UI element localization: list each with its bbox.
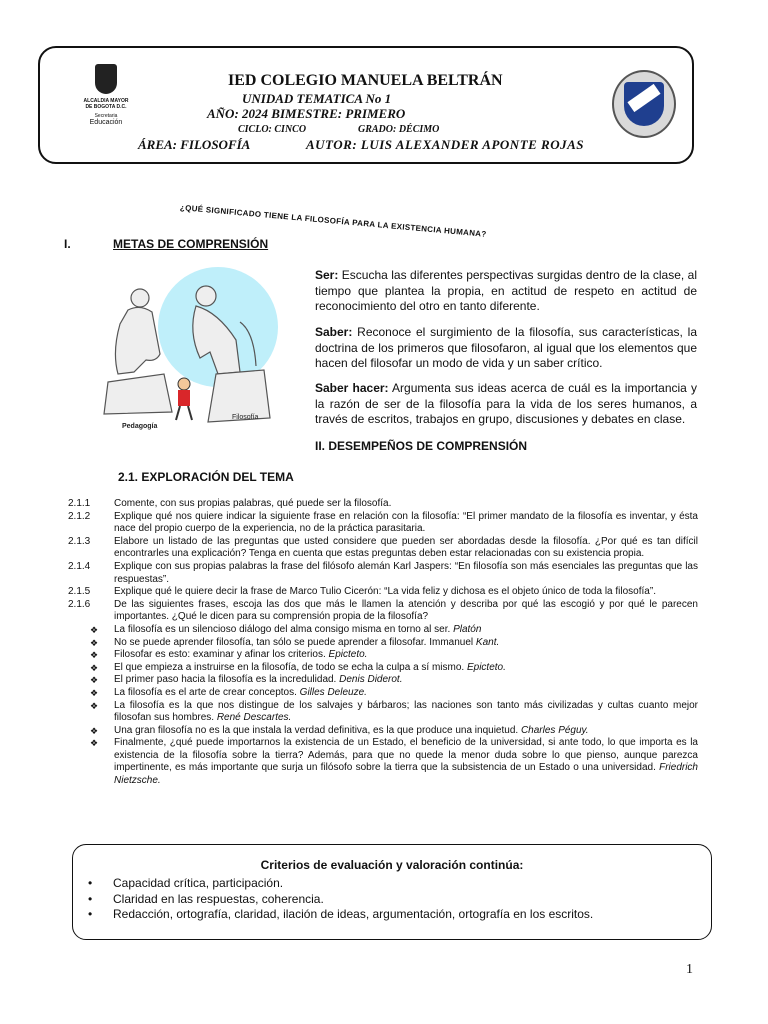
grade-label: GRADO: DÉCIMO: [358, 124, 440, 135]
meta-saber-hacer-text: Argumenta sus ideas acerca de cuál es la importancia y la razón de ser de la filosofía para la vida de los seres humanos, a través de escritos, trabajos en grupo, discusiones y debates en clase.: [315, 381, 698, 426]
meta-saber-hacer-label: Saber hacer:: [315, 381, 389, 395]
criteria-item: [88, 892, 593, 908]
criteria-item: [88, 907, 593, 923]
bullet-icon: •: [88, 876, 93, 890]
diamond-bullet-icon: ❖: [90, 637, 99, 648]
school-crest-logo: [612, 70, 676, 138]
section-2-1-title: 2.1. EXPLORACIÓN DEL TEMA: [118, 470, 294, 484]
item-text: Comente, con sus propias palabras, qué puede ser la filosofía.: [114, 498, 392, 509]
item-text: Explique qué le quiere decir la frase de Marco Tulio Cicerón: “La vida feliz y dichosa es el objeto único de toda la filosofía”.: [114, 586, 656, 598]
logo-line-2: Secretaria: [94, 113, 118, 119]
diamond-bullet-icon: ❖: [90, 650, 99, 661]
quote-item: [68, 649, 698, 662]
item-number: 2.1.4: [68, 560, 91, 572]
meta-saber-text: Reconoce el surgimiento de la filosofía, sus características, la doctrina de los primeros que filosofaron, al igual que los elementos que hacen del filosofar un modo de vida y un saber crítico.: [315, 325, 697, 370]
diamond-bullet-icon: ❖: [90, 700, 99, 711]
section-2-title: II. DESEMPEÑOS DE COMPRENSIÓN: [315, 439, 528, 453]
criteria-title: Criterios de evaluación y valoración continúa:: [260, 858, 524, 872]
quote-author: René Descartes.: [216, 712, 292, 724]
meta-ser-text: Escucha las diferentes perspectivas surgidas dentro de la clase, al tiempo que plantea la propia, en actitud de respeto en actitud de reconocimiento del otro en tanto diferente.: [315, 268, 697, 313]
diamond-bullet-icon: ❖: [90, 624, 99, 635]
quote-text: La filosofía es la que nos distingue de los salvajes y bárbaros; las naciones son tanto más civilizadas y cultas cuanto mejor filosofan sus hombres.: [114, 699, 698, 724]
item-text: Explique con sus propias palabras la frase del filósofo alemán Karl Jaspers: “En filosofía son más esenciales las preguntas que las respuestas”.: [114, 560, 698, 585]
quote-item: [68, 674, 698, 687]
criteria-text: Claridad en las respuestas, coherencia.: [113, 891, 324, 906]
label-pedagogia: Pedagogía: [122, 423, 158, 430]
quote-text: El que empieza a instruirse en la filosofía, de todo se echa la culpa a sí mismo.: [114, 661, 467, 673]
unit-title: UNIDAD TEMATICA No 1: [242, 91, 392, 106]
year-term: AÑO: 2024 BIMESTRE: PRIMERO: [207, 106, 406, 121]
item-number: 2.1.1: [68, 498, 91, 509]
meta-saber: [315, 325, 697, 372]
quote-item: [68, 700, 698, 725]
list-item: [68, 586, 698, 599]
question-title: ¿QUÉ SIGNIFICADO TIENE LA FILOSOFÍA PARA LA EXISTENCIA HUMANA?: [179, 203, 487, 239]
meta-ser: [315, 268, 697, 315]
list-item: [68, 599, 698, 624]
page-number: 1: [686, 962, 693, 977]
quote-author: Charles Péguy.: [520, 724, 589, 736]
label-filosofia: Filosofía: [232, 414, 259, 421]
item-text: De las siguientes frases, escoja las dos que más le llamen la atención y describa por qué las escogió y por qué le parecen importantes. ¿Qué le dicen para su comprensión propia de la filosofía?: [114, 598, 698, 623]
quote-text: La filosofía es un silencioso diálogo del alma consigo misma en torno al ser.: [114, 623, 454, 635]
quote-item: [68, 725, 698, 738]
diamond-bullet-icon: ❖: [90, 738, 99, 749]
school-name: IED COLEGIO MANUELA BELTRÁN: [228, 72, 503, 89]
meta-ser-label: Ser:: [315, 268, 339, 282]
thinker-illustration: [68, 262, 304, 440]
meta-saber-hacer: [315, 381, 697, 428]
logo-line-3: Educación: [89, 119, 123, 126]
quote-item: [68, 637, 698, 650]
criteria-list: [88, 876, 593, 923]
diamond-bullet-icon: ❖: [90, 675, 99, 686]
quote-text: La filosofía es el arte de crear conceptos.: [114, 686, 300, 698]
diamond-bullet-icon: ❖: [90, 725, 99, 736]
cartoon-person-icon: [176, 378, 192, 420]
diamond-bullet-icon: ❖: [90, 687, 99, 698]
meta-saber-label: Saber:: [315, 325, 353, 339]
quote-text: El primer paso hacia la filosofía es la incredulidad.: [114, 674, 340, 686]
quote-author: Kant.: [475, 636, 500, 648]
quote-item: [68, 687, 698, 700]
quote-author: Gilles Deleuze.: [299, 686, 367, 698]
quote-text: Filosofar es esto: examinar y afinar los criterios.: [114, 649, 329, 661]
quote-text: Finalmente, ¿qué puede importarnos la existencia de un Estado, el beneficio de la universidad, si ante todo, lo que importa es la existencia de la filosofía sobre la tierra? Además, para que no quede la menor duda sobre lo que pienso, aunque parezca impertinente, es más importante que surja un filósofo sobre la tierra que la subsistencia de un Estado o una universidad.: [114, 737, 698, 774]
list-item: [68, 511, 698, 536]
section-1-number: I.: [64, 237, 71, 251]
quote-author: Friedrich Nietzsche.: [114, 762, 698, 787]
criteria-item: [88, 876, 593, 892]
list-item: [68, 536, 698, 561]
quote-author: Platón: [453, 623, 482, 635]
criteria-text: Capacidad crítica, participación.: [113, 876, 284, 890]
quote-item: [68, 662, 698, 675]
quote-text: Una gran filosofía no es la que instala la verdad definitiva, es la que produce una inquietud.: [114, 724, 521, 736]
item-text: Elabore un listado de las preguntas que usted considere que pueden ser abordadas desde la filosofía. ¿Por qué es tan difícil encontrarles una explicación? Tenga en cuenta que estas preguntas deben estar relacionadas con su existencia propia.: [114, 535, 698, 560]
item-number: 2.1.6: [68, 598, 91, 610]
bullet-icon: •: [88, 891, 93, 906]
quote-author: Denis Diderot.: [339, 674, 403, 686]
section-1-title: METAS DE COMPRENSIÓN: [113, 237, 269, 251]
area-label: ÁREA: FILOSOFÍA: [138, 137, 251, 152]
quote-author: Epicteto.: [328, 649, 368, 661]
bullet-icon: •: [88, 907, 93, 921]
item-number: 2.1.5: [68, 586, 91, 598]
exploration-list: [68, 498, 698, 788]
diamond-bullet-icon: ❖: [90, 662, 99, 673]
district-logo: [80, 64, 132, 138]
criteria-text: Redacción, ortografía, claridad, ilación de ideas, argumentación, ortografía en los escritos.: [113, 907, 594, 921]
logo-line-1: ALCALDIA MAYOR DE BOGOTA D.C.: [83, 98, 129, 110]
list-item: [68, 561, 698, 586]
coat-of-arms-icon: [95, 64, 117, 94]
quote-author: Epicteto.: [466, 661, 506, 673]
quote-item: [68, 624, 698, 637]
quote-item: [68, 737, 698, 787]
author-label: AUTOR: LUIS ALEXANDER APONTE ROJAS: [306, 137, 585, 152]
item-text: Explique qué nos quiere indicar la siguiente frase en relación con la filosofía: “El primer mandato de la filosofía es inventar, y ésta nace del propio cuerpo de la experiencia, no de la práctica parasitaria.: [114, 510, 698, 535]
cycle-label: CICLO: CINCO: [238, 124, 307, 135]
item-number: 2.1.3: [68, 535, 91, 547]
quote-text: No se puede aprender filosofía, tan sólo se puede aprender a filosofar. Immanuel: [114, 636, 476, 648]
item-number: 2.1.2: [68, 510, 91, 522]
list-item: [68, 498, 698, 511]
